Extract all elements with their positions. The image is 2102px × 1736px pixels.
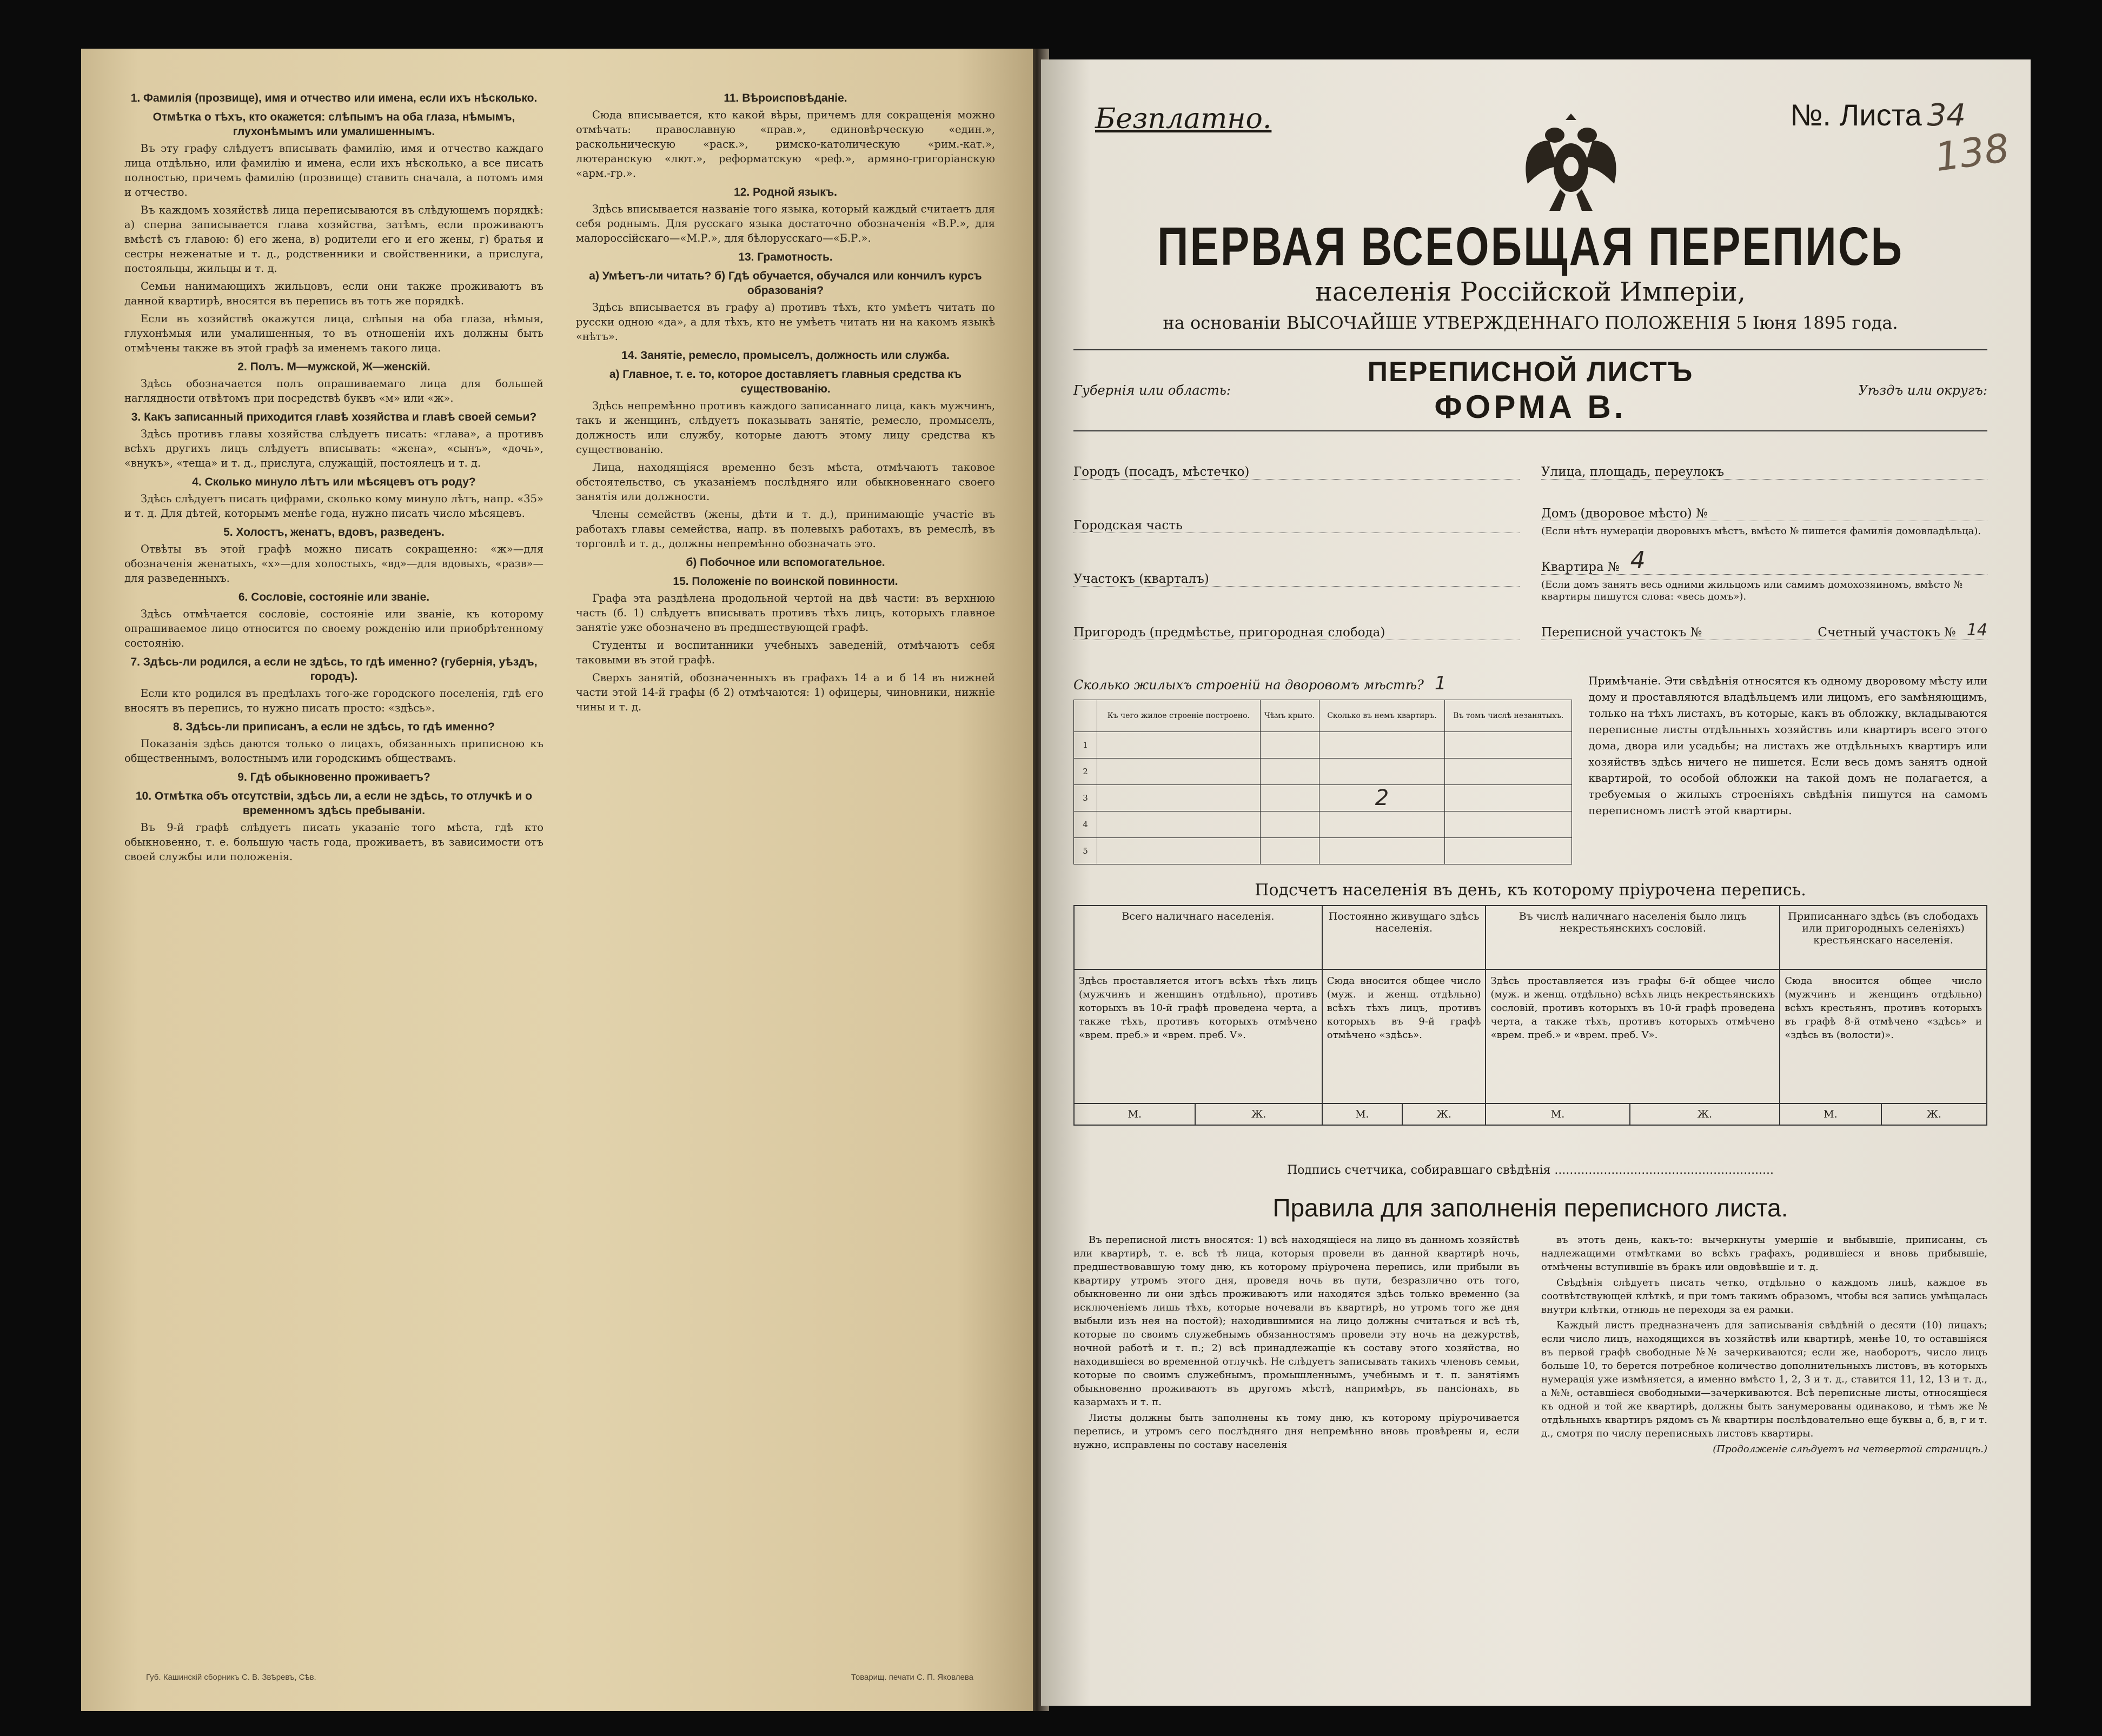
- address-field[interactable]: [1073, 501, 1520, 533]
- form-title-line-2: ФОРМА В.: [1434, 388, 1627, 425]
- street-label: Улица, площадь, переулокъ: [1541, 465, 1725, 479]
- female-count-cell: Ж.: [1881, 1103, 1987, 1125]
- apartment-note: (Если домъ занятъ весь одними жильцомъ или самимъ домохозяиномъ, вмѣсто № квартиры пишутся слова: «весь домъ»).: [1541, 579, 1963, 602]
- buildings-cell[interactable]: [1445, 838, 1572, 864]
- rules-column-right: [1541, 1233, 1987, 1456]
- buildings-column-header: Въ томъ числѣ незанятыхъ.: [1445, 700, 1572, 732]
- buildings-cell[interactable]: [1260, 785, 1319, 812]
- male-count-cell: М.: [1074, 1103, 1195, 1125]
- section-heading: 6. Сословіе, состояніе или званіе.: [238, 591, 430, 603]
- section-heading: 13. Грамотность.: [738, 251, 833, 263]
- sheet-number: [1790, 97, 1966, 133]
- address-field-label: Городъ (посадъ, мѣстечко): [1073, 465, 1250, 479]
- archive-stamp-number: 138: [1932, 124, 2012, 181]
- population-count-table: [1073, 905, 1987, 1126]
- rules-text: [1073, 1233, 1987, 1456]
- instruction-paragraph: Сюда вписывается, кто какой вѣры, причемъ для сокращенія можно отмѣчать: православную «прав.», единовѣрческую «един.», раскольническую «раск.», римско-католическую «рим.-кат.», лютеранскую «лют.», реформатскую «реф.», армяно-григоріанскую «арм.-гр.».: [576, 109, 995, 179]
- apartment-label: Квартира №: [1541, 560, 1620, 574]
- female-count-cell: Ж.: [1402, 1103, 1486, 1125]
- row-number: 2: [1074, 759, 1097, 785]
- rules-title: Правила для заполненія переписного листа.: [1272, 1194, 1788, 1222]
- row-number: 1: [1074, 732, 1097, 759]
- row-number-header: [1074, 700, 1097, 732]
- instruction-paragraph: Если въ хозяйствѣ окажутся лица, слѣпыя на оба глаза, нѣмыя, глухонѣмыя или умалишенныя, то въ отношеніи ихъ должны быть отмѣчены также въ этой графѣ за именемъ такого лица.: [124, 312, 543, 354]
- census-legal-basis: на основаніи ВЫСОЧАЙШЕ УТВЕРЖДЕННАГО ПОЛОЖЕНІЯ 5 Іюня 1895 года.: [1163, 312, 1898, 333]
- instruction-paragraph: Лица, находящіяся временно безъ мѣста, отмѣчаютъ таковое обстоятельство, съ указаніемъ послѣдняго или обыкновеннаго своего занятія или должности.: [576, 461, 995, 503]
- section-heading: Отмѣтка о тѣхъ, кто окажется: слѣпымъ на оба глаза, нѣмымъ, глухонѣмымъ или умалишеннымъ.: [152, 111, 515, 138]
- buildings-column-header: Чѣмъ крыто.: [1260, 700, 1319, 732]
- buildings-cell[interactable]: [1097, 812, 1261, 838]
- census-subtitle: населенія Россійской Имперіи,: [1315, 277, 1746, 307]
- section-heading: 3. Какъ записанный приходится главѣ хозяйства и главѣ своей семьи?: [131, 411, 537, 423]
- buildings-cell[interactable]: [1319, 732, 1445, 759]
- buildings-question-text: Сколько жилыхъ строеній на дворовомъ мѣстѣ?: [1073, 677, 1424, 693]
- instruction-paragraph: Въ 9-й графѣ слѣдуетъ писать указаніе того мѣста, гдѣ кто обыкновенно, т. е. большую часть года, проживаетъ, въ зависимости отъ своей службы или положенія.: [124, 821, 543, 863]
- rules-paragraph: Листы должны быть заполнены къ тому дню, къ которому пріурочивается перепись, и утромъ сего послѣдняго дня непремѣнно вновь провѣрены и, если нужно, исправлены по составу населенія: [1073, 1412, 1520, 1451]
- house-note: (Если нѣтъ нумераціи дворовыхъ мѣстъ, вмѣсто № пишется фамилія домовладѣльца).: [1541, 526, 1981, 537]
- section-heading: а) Главное, т. е. то, которое доставляетъ главныя средства къ существованію.: [609, 368, 962, 395]
- buildings-table-header: [1074, 700, 1572, 732]
- section-heading: 2. Полъ. М—мужской, Ж—женскій.: [237, 361, 430, 373]
- buildings-cell[interactable]: [1097, 732, 1261, 759]
- section-heading: б) Побочное или вспомогательное.: [686, 556, 885, 569]
- address-fields: [1073, 448, 1987, 662]
- buildings-table-body: [1074, 732, 1572, 864]
- instruction-paragraph: Здѣсь непремѣнно противъ каждого записаннаго лица, какъ мужчинъ, такъ и женщинъ, слѣдуетъ показывать занятіе, ремесло, промыселъ, должность или службу, которые даютъ этому лицу средства къ существованію.: [576, 400, 995, 456]
- count-column-header: Въ числѣ наличнаго населенія было лицъ некрестьянскихъ сословій.: [1486, 906, 1780, 969]
- section-heading: 10. Отмѣтка объ отсутствіи, здѣсь ли, а если не здѣсь, то отлучкѣ и о временномъ здѣсь пребываніи.: [135, 790, 533, 817]
- counter-signature[interactable]: Подпись счетчика, собиравшаго свѣдѣнія ..........................................................: [1287, 1163, 1774, 1177]
- buildings-cell[interactable]: [1319, 812, 1445, 838]
- count-column-description: Здѣсь проставляется изъ графы 6-й общее число (муж. и женщ. отдѣльно) всѣхъ лицъ некрестьянскихъ сословій, противъ которыхъ въ 10-й графѣ проведена черта, а также тѣхъ, противъ которыхъ отмѣчено «врем. преб.» и «врем. преб. V».: [1486, 969, 1780, 1103]
- section-heading: 7. Здѣсь-ли родился, а если не здѣсь, то гдѣ именно? (губернія, уѣздъ, городъ).: [130, 656, 538, 683]
- buildings-cell[interactable]: [1097, 838, 1261, 864]
- double-headed-eagle-icon: [1517, 103, 1625, 216]
- instruction-paragraph: Здѣсь обозначается полъ опрашиваемаго лица для большей наглядности отвѣтомъ при посредствѣ буквъ «м» или «ж».: [124, 377, 543, 404]
- instruction-paragraph: Графа эта раздѣлена продольной чертой на двѣ части: въ верхнюю часть (б. 1) слѣдуетъ вписывать противъ тѣхъ лицъ, которыхъ главное занятіе уже обозначено въ предшествующей графѣ.: [576, 592, 995, 634]
- left-column-2: [576, 87, 995, 1665]
- instruction-paragraph: Студенты и воспитанники учебныхъ заведеній, отмѣчаютъ себя таковыми въ этой графѣ.: [576, 639, 995, 666]
- table-row: [1074, 838, 1572, 864]
- buildings-question: [1073, 673, 1572, 694]
- section-heading: 9. Гдѣ обыкновенно проживаетъ?: [237, 771, 430, 783]
- instruction-paragraph: Семьи нанимающихъ жильцовъ, если они также проживаютъ въ данной квартирѣ, вносятся въ перепись въ тотъ же порядкѣ.: [124, 280, 543, 307]
- address-field[interactable]: [1073, 555, 1520, 587]
- street-field[interactable]: [1541, 448, 1987, 480]
- house-field[interactable]: [1541, 489, 1987, 521]
- free-label: Безплатно.: [1095, 103, 1272, 135]
- apartment-value: 4: [1630, 547, 1646, 574]
- instruction-paragraph: Показанія здѣсь даются только о лицахъ, обязанныхъ приписною къ общественнымъ, волостнымъ или городскимъ обществамъ.: [124, 737, 543, 764]
- buildings-table: [1073, 700, 1572, 864]
- instruction-paragraph: Члены семействъ (жены, дѣти и т. д.), принимающіе участіе въ работахъ главы семейства, напр. въ полевыхъ работахъ, въ ремеслѣ, въ торговлѣ и т. д., должны непремѣнно обозначать это.: [576, 508, 995, 550]
- buildings-cell[interactable]: [1260, 759, 1319, 785]
- buildings-column-header: Сколько въ немъ квартиръ.: [1319, 700, 1445, 732]
- instruction-paragraph: Если кто родился въ предѣлахъ того-же городского поселенія, гдѣ его вносятъ въ перепись, то нужно писать просто: «здѣсь».: [124, 687, 543, 714]
- count-column-header: Приписаннаго здѣсь (въ слободахъ или пригородныхъ селеніяхъ) крестьянскаго населенія.: [1780, 906, 1987, 969]
- instruction-paragraph: Отвѣты въ этой графѣ можно писать сокращенно: «ж»—для обозначенія женатыхъ, «х»—для холостыхъ, «вд»—для вдовыхъ, «разв»—для разведенныхъ.: [124, 543, 543, 584]
- footer-right-text: Товарищ. печати С. П. Яковлева: [851, 1673, 973, 1682]
- census-area-field[interactable]: [1541, 608, 1987, 640]
- address-field-label: Участокъ (кварталъ): [1073, 572, 1209, 586]
- buildings-cell[interactable]: [1260, 838, 1319, 864]
- row-number: 3: [1074, 785, 1097, 812]
- gubernia-label: Губернія или область:: [1073, 383, 1231, 398]
- buildings-cell[interactable]: [1319, 785, 1445, 812]
- census-title: ПЕРВАЯ ВСЕОБЩАЯ ПЕРЕПИСЬ: [1157, 216, 1904, 276]
- buildings-column-header: Къ чего жилое строеніе построено.: [1097, 700, 1261, 732]
- section-heading: 8. Здѣсь-ли приписанъ, а если не здѣсь, то гдѣ именно?: [173, 721, 495, 733]
- population-count-block: [1073, 905, 1987, 1126]
- form-title: [1368, 356, 1694, 425]
- instruction-paragraph: Здѣсь отмѣчается сословіе, состояніе или званіе, къ которому опрашиваемое лицо относится по своему рожденію или приобрѣтенному состоянію.: [124, 608, 543, 649]
- instruction-paragraph: Здѣсь вписывается названіе того языка, который каждый считаетъ для себя роднымъ. Для русскаго языка достаточно обозначенія «В.Р.», для малороссійскаго—«М.Р.», для бѣлорусскаго—«Б.Р.».: [576, 203, 995, 244]
- uezd-label: Уѣздъ или округъ:: [1858, 383, 1987, 398]
- address-fields-right: [1541, 448, 1987, 662]
- counter-area-value: 14: [1966, 621, 1987, 640]
- counter-area-label: Счетный участокъ №: [1818, 626, 1956, 640]
- male-count-cell: М.: [1780, 1103, 1881, 1125]
- female-count-cell: Ж.: [1195, 1103, 1322, 1125]
- rules-paragraph: Каждый листъ предназначенъ для записыванія свѣдѣній о десяти (10) лицахъ; если число лицъ, находящихся въ хозяйствѣ или квартирѣ, менѣе 10, то оставшіяся въ первой графѣ свободные №№ зачеркиваются; если же, наоборотъ, число лицъ больше 10, то берется потребное количество дополнительныхъ листовъ, въ которыхъ нумерація уже измѣняется, а именно вмѣсто 1, 2, 3 и т. д., ставится 11, 12, 13 и т. д., а №№, оставшіеся свободными—зачеркиваются. Всѣ переписные листы, относящіеся къ одной и той же квартирѣ, должны быть занумерованы одинаково, и тѣмъ же № отдѣльныхъ квартиръ рядомъ съ № квартиры послѣдовательно еще буквы а, б, в, г и т. д., смотря по числу переписныхъ листовъ квартиры.: [1541, 1320, 1987, 1439]
- house-label: Домъ (дворовое мѣсто) №: [1541, 507, 1708, 521]
- male-count-cell: М.: [1486, 1103, 1629, 1125]
- buildings-cell[interactable]: [1445, 759, 1572, 785]
- population-count-gender-row: [1074, 1103, 1987, 1125]
- table-row: [1074, 785, 1572, 812]
- buildings-cell[interactable]: [1445, 732, 1572, 759]
- buildings-section: [1073, 673, 1987, 864]
- section-heading: 15. Положеніе по воинской повинности.: [673, 575, 898, 588]
- footer-left-text: Губ. Кашинскій сборникъ С. В. Звѣревъ, Сѣв.: [146, 1673, 316, 1682]
- section-heading: 5. Холостъ, женатъ, вдовъ, разведенъ.: [223, 526, 445, 538]
- sheet-number-label: №. Листа: [1790, 98, 1922, 132]
- count-column-header: Всего наличнаго населенія.: [1074, 906, 1322, 969]
- row-number: 4: [1074, 812, 1097, 838]
- form-title-row: [1073, 352, 1987, 428]
- buildings-value: 1: [1434, 673, 1447, 694]
- buildings-cell[interactable]: [1260, 732, 1319, 759]
- apartment-field[interactable]: [1541, 543, 1987, 575]
- address-fields-left: [1073, 448, 1520, 662]
- buildings-block: [1073, 673, 1572, 864]
- rules-paragraph: Въ переписной листъ вносятся: 1) всѣ находящіеся на лицо въ данномъ хозяйствѣ или квартирѣ, т. е. всѣ тѣ лица, которыя провели въ данной квартирѣ ночь, предшествовавшую тому дню, къ которому пріурочена перепись, или прибыли въ квартиру утромъ этого дня, проведя ночь въ пути, безразлично отъ того, обыкновенно ли они здѣсь проживаютъ или находятся здѣсь только временно (за исключеніемъ лишь тѣхъ, которые ночевали въ квартирѣ, но утромъ того же дня выбыли изъ нея на постой); находившимися на лицо должны считаться и всѣ тѣ, которые по своимъ служебнымъ обязанностямъ провели эту ночь на дежурствѣ, ночной работѣ и т. п.; 2) всѣ принадлежащіе къ составу этого хозяйства, но находившіеся во временной отлучкѣ. Не слѣдуетъ записывать такихъ членовъ семьи, которые по своимъ служебнымъ, промышленнымъ, учебнымъ и т. п. занятіямъ обыкновенно проживаютъ въ другомъ мѣстѣ, напримѣръ, въ пансіонахъ, въ казармахъ и т. п.: [1073, 1234, 1520, 1408]
- left-page-footer: [124, 1673, 995, 1682]
- buildings-cell[interactable]: [1097, 759, 1261, 785]
- left-page-instructions: [81, 49, 1033, 1711]
- address-field-label: Городская часть: [1073, 518, 1183, 533]
- buildings-cell[interactable]: [1319, 759, 1445, 785]
- row-number: 5: [1074, 838, 1097, 864]
- instruction-paragraph: Въ каждомъ хозяйствѣ лица переписываются въ слѣдующемъ порядкѣ: а) сперва записывается глава хозяйства, затѣмъ, если проживаютъ вмѣстѣ съ главою: б) его жена, в) родители его и его жены, г) братья и сестры неженатые и т. д., родственники и свойственники, а прислуга, постояльцы, жильцы и т. д.: [124, 204, 543, 275]
- section-heading: 12. Родной языкъ.: [734, 186, 837, 198]
- section-heading: 1. Фамилія (прозвище), имя и отчество или имена, если ихъ нѣсколько.: [130, 92, 538, 104]
- instruction-paragraph: Здѣсь слѣдуетъ писать цифрами, сколько кому минуло лѣтъ, напр. «35» и т. д. Для дѣтей, которымъ менѣе года, нужно писать число мѣсяцевъ.: [124, 493, 543, 520]
- instruction-paragraph: Сверхъ занятій, обозначенныхъ въ графахъ 14 а и б 14 въ нижней части этой 14-й графы (б 2) отмѣчаются: 1) офицеры, чиновники, нижніе чины и т. д.: [576, 671, 995, 713]
- count-column-description: Здѣсь проставляется итогъ всѣхъ тѣхъ лицъ (мужчинъ и женщинъ отдѣльно), противъ которыхъ въ 10-й графѣ проведена черта, а также тѣхъ, противъ которыхъ отмѣчено «врем. преб.» и «врем. преб. V».: [1074, 969, 1322, 1103]
- instruction-paragraph: Въ эту графу слѣдуетъ вписывать фамилію, имя и отчество каждаго лица отдѣльно, или фамилію и имена, если ихъ нѣсколько, а все писать полностью, причемъ фамилію (прозвище) ставить сначала, а потомъ имя и отчество.: [124, 142, 543, 198]
- address-field-label: Пригородъ (предмѣстье, пригородная слобода): [1073, 626, 1385, 640]
- section-heading: 14. Занятіе, ремесло, промыселъ, должность или служба.: [621, 349, 950, 362]
- instruction-paragraph: Здѣсь противъ главы хозяйства слѣдуетъ писать: «глава», а противъ всѣхъ другихъ лицъ слѣдуетъ вписывать: «жена», «сынъ», «дочь», «внукъ», «теща» и т. д., прислуга, служащій, постоялецъ и т. д.: [124, 428, 543, 469]
- left-column-1: [124, 87, 543, 1665]
- female-count-cell: Ж.: [1630, 1103, 1780, 1125]
- divider: [1073, 430, 1987, 431]
- section-heading: а) Умѣетъ-ли читать? б) Гдѣ обучается, обучался или кончилъ курсъ образованія?: [589, 270, 982, 297]
- census-area-label: Переписной участокъ №: [1541, 626, 1702, 640]
- buildings-note: Примѣчаніе. Эти свѣдѣнія относятся къ одному дворовому мѣсту или дому и проставляются владѣльцемъ или лицомъ, его замѣняющимъ, только на тѣхъ листахъ, въ которые, какъ въ обложку, вкладываются переписные листы отдѣльныхъ хозяйствъ или квартиръ всего этого дома, двора или усадьбы; на листахъ же отдѣльныхъ квартиръ или хозяйствъ здѣсь ничего не пишется. Если весь домъ занятъ одной квартирой, то особой обложки на такой домъ не полагается, а требуемыя о жилыхъ строеніяхъ свѣдѣнія пишутся на самомъ переписномъ листѣ этой квартиры.: [1588, 674, 1987, 817]
- rules-column-left: [1073, 1233, 1520, 1456]
- rules-paragraph: Свѣдѣнія слѣдуетъ писать четко, отдѣльно о каждомъ лицѣ, каждое въ соотвѣтствующей клѣткѣ, и при томъ такимъ образомъ, чтобы вся запись умѣщалась внутри клѣтки, отнюдь не переходя за ея рамки.: [1541, 1277, 1987, 1315]
- population-count-header: [1074, 906, 1987, 969]
- divider: [1073, 349, 1987, 350]
- population-count-title: Подсчетъ населенія въ день, къ которому пріурочена перепись.: [1255, 881, 1806, 900]
- buildings-cell[interactable]: [1260, 812, 1319, 838]
- right-page-census-form: [1041, 59, 2031, 1706]
- buildings-cell[interactable]: [1097, 785, 1261, 812]
- instruction-paragraph: Здѣсь вписывается въ графу а) противъ тѣхъ, кто умѣетъ читать по русски одною «да», а для тѣхъ, кто не умѣетъ читать ни на какомъ языкѣ «нѣтъ».: [576, 301, 995, 343]
- count-column-description: Сюда вносится общее число (мужчинъ и женщинъ отдѣльно) всѣхъ крестьянъ, противъ которыхъ въ графѣ 8-й отмѣчено «здѣсь» и «здѣсь въ (волости)».: [1780, 969, 1987, 1103]
- buildings-handwritten-value: 2: [1375, 786, 1389, 810]
- rules-column-right-text: [1541, 1233, 1987, 1440]
- address-field[interactable]: [1073, 448, 1520, 480]
- count-column-header: Постоянно живущаго здѣсь населенія.: [1322, 906, 1486, 969]
- address-field[interactable]: [1073, 608, 1520, 640]
- section-heading: 11. Вѣроисповѣданіе.: [724, 92, 847, 104]
- table-row: [1074, 812, 1572, 838]
- male-count-cell: М.: [1322, 1103, 1402, 1125]
- form-header: [1073, 81, 2012, 216]
- section-heading: 4. Сколько минуло лѣтъ или мѣсяцевъ отъ роду?: [192, 476, 476, 488]
- sheet-number-value: 34: [1927, 98, 1966, 133]
- count-column-description: Сюда вносится общее число (муж. и женщ. отдѣльно) всѣхъ тѣхъ лицъ, противъ которыхъ въ 9-й графѣ отмѣчено «здѣсь».: [1322, 969, 1486, 1103]
- table-row: [1074, 759, 1572, 785]
- buildings-cell[interactable]: [1445, 812, 1572, 838]
- signature-label: Подпись счетчика, собиравшаго свѣдѣнія: [1287, 1163, 1551, 1177]
- form-title-line-1: ПЕРЕПИСНОЙ ЛИСТЪ: [1367, 356, 1694, 388]
- population-count-descriptions: [1074, 969, 1987, 1103]
- continued-note: (Продолженіе слѣдуетъ на четвертой страницѣ.): [1713, 1444, 1987, 1455]
- rules-paragraph: въ этотъ день, какъ-то: вычеркнуты умершіе и выбывшіе, приписаны, съ надлежащими отмѣтками во всѣхъ графахъ, родившіеся и вновь прибывшіе, отмѣчены вступившіе въ бракъ или овдовѣвшіе и т. д.: [1541, 1234, 1987, 1273]
- table-row: [1074, 732, 1572, 759]
- buildings-cell[interactable]: [1319, 838, 1445, 864]
- buildings-cell[interactable]: [1445, 785, 1572, 812]
